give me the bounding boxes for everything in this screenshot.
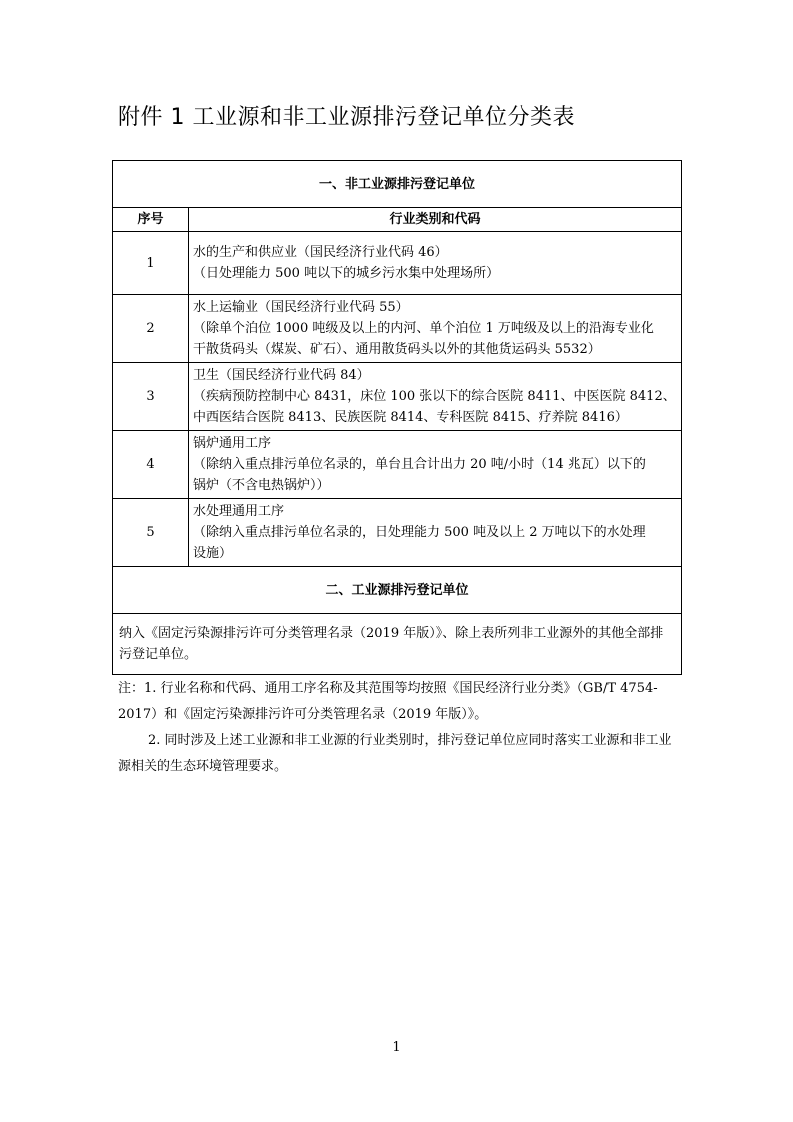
row-seq: 4 <box>113 431 189 499</box>
column-header-seq: 序号 <box>113 208 189 232</box>
row-category <box>189 295 682 363</box>
table-row <box>113 295 682 363</box>
row-seq: 3 <box>113 363 189 431</box>
row-line: 干散货码头（煤炭、矿石）、通用散货码头以外的其他货运码头 5532） <box>193 342 601 357</box>
row-category <box>189 363 682 431</box>
row-line: 锅炉（不含电热锅炉）） <box>193 478 330 493</box>
section2-text-row <box>113 614 682 675</box>
row-category <box>189 431 682 499</box>
section2-text: 纳入《固定污染源排污许可分类管理名录（2019 年版）》、除上表所列非工业源外的其他全部排污登记单位。 <box>113 614 682 675</box>
page-title: 附件 1 工业源和非工业源排污登记单位分类表 <box>118 105 575 130</box>
page-number: 1 <box>392 1040 401 1055</box>
table-row <box>113 431 682 499</box>
row-line: 水的生产和供应业（国民经济行业代码 46） <box>193 245 448 260</box>
table-row <box>113 499 682 567</box>
row-seq: 2 <box>113 295 189 363</box>
note-1: 注：1. 行业名称和代码、通用工序名称及其范围等均按照《国民经济行业分类》（GB/T 4754-2017）和《固定污染源排污许可分类管理名录（2019 年版）》。 <box>118 681 658 722</box>
row-line: （日处理能力 500 吨以下的城乡污水集中处理场所） <box>193 266 500 281</box>
row-line: 卫生（国民经济行业代码 84） <box>193 368 370 383</box>
row-line: （除纳入重点排污单位名录的，日处理能力 500 吨及以上 2 万吨以下的水处理 <box>193 525 646 540</box>
row-line: （除单个泊位 1000 吨级及以上的内河、单个泊位 1 万吨级及以上的沿海专业化 <box>193 321 654 336</box>
table-header-row <box>113 208 682 232</box>
column-header-category: 行业类别和代码 <box>189 208 682 232</box>
row-line: （除纳入重点排污单位名录的，单台且合计出力 20 吨/小时（14 兆瓦）以下的 <box>193 457 646 472</box>
row-line: 设施） <box>193 546 233 561</box>
classification-table <box>112 160 682 675</box>
row-line: 水处理通用工序 <box>193 504 285 519</box>
row-line: 锅炉通用工序 <box>193 436 272 451</box>
row-line: （疾病预防控制中心 8431，床位 100 张以下的综合医院 8411、中医医院 8412、 <box>193 389 676 404</box>
section1-heading: 一、非工业源排污登记单位 <box>113 161 682 208</box>
table-row <box>113 363 682 431</box>
section1-heading-row <box>113 161 682 208</box>
row-category <box>189 499 682 567</box>
note-2: 2. 同时涉及上述工业源和非工业源的行业类别时，排污登记单位应同时落实工业源和非工业源相关的生态环境管理要求。 <box>118 733 672 774</box>
row-line: 水上运输业（国民经济行业代码 55） <box>193 300 409 315</box>
row-category <box>189 232 682 295</box>
notes <box>118 676 678 780</box>
row-seq: 1 <box>113 232 189 295</box>
table-row <box>113 232 682 295</box>
section2-heading-row <box>113 567 682 614</box>
row-line: 中西医结合医院 8413、民族医院 8414、专科医院 8415、疗养院 8416） <box>193 410 628 425</box>
row-seq: 5 <box>113 499 189 567</box>
section2-heading: 二、工业源排污登记单位 <box>113 567 682 614</box>
